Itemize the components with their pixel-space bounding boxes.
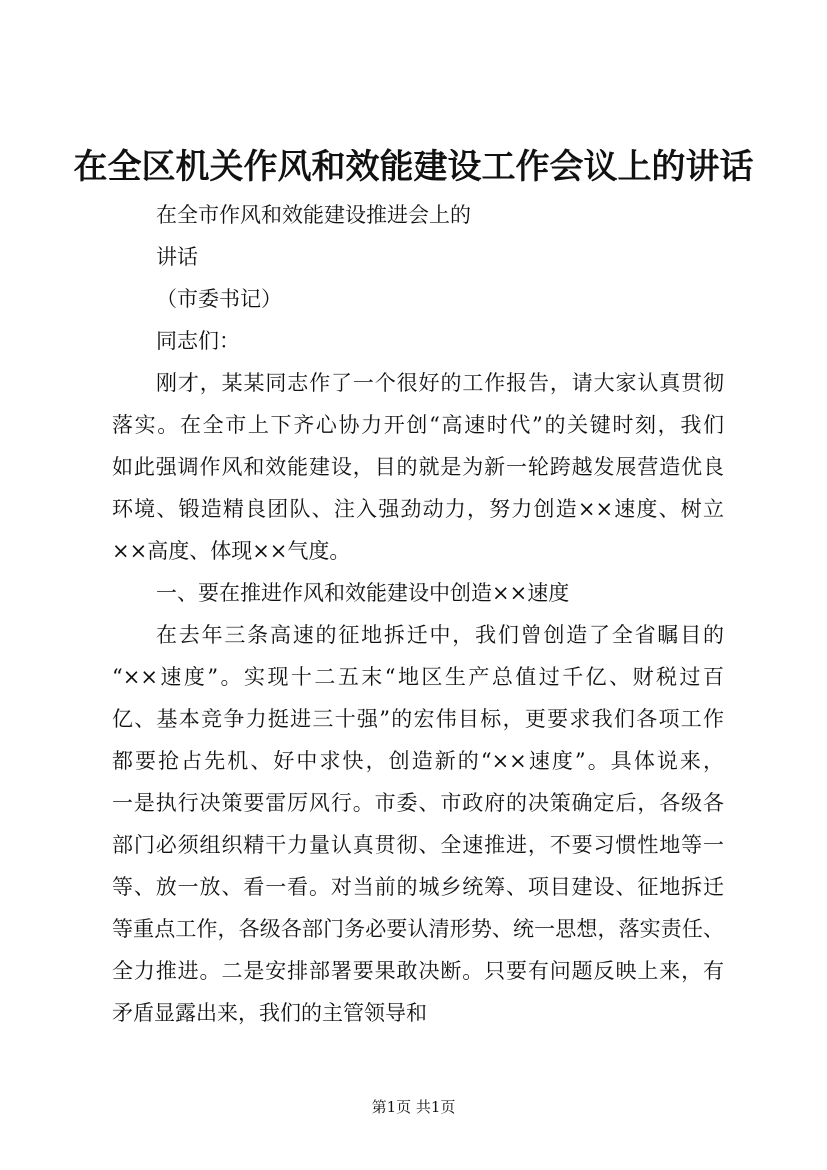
paragraph-line: 亿、基本竞争力挺进三十强”的宏伟目标，更要求我们各项工作 xyxy=(112,707,724,731)
paragraph-line: 部门必须组织精干力量认真贯彻、全速推进，不要习惯性地等一 xyxy=(112,833,724,857)
paragraph-line: 一是执行决策要雷厉风行。市委、市政府的决策确定后，各级各 xyxy=(112,791,724,815)
paragraph-line: ××高度、体现××气度。 xyxy=(112,539,351,563)
page-number-footer: 第1页 共1页 xyxy=(371,1098,456,1116)
paragraph-line: 等、放一放、看一看。对当前的城乡统筹、项目建设、征地拆迁 xyxy=(112,875,724,899)
paragraph-line: 刚才，某某同志作了一个很好的工作报告，请大家认真贯彻 xyxy=(156,371,724,395)
paragraph-line: 都要抢占先机、好中求快，创造新的“××速度”。具体说来， xyxy=(112,749,724,773)
paragraph-line: 如此强调作风和效能建设，目的就是为新一轮跨越发展营造优良 xyxy=(112,455,724,479)
paragraph-line: 在去年三条高速的征地拆迁中，我们曾创造了全省瞩目的 xyxy=(156,623,724,647)
speaker-line: （市委书记） xyxy=(156,287,282,311)
paragraph-line: 矛盾显露出来，我们的主管领导和 xyxy=(112,1001,427,1025)
salutation-line: 同志们： xyxy=(156,329,240,353)
paragraph-line: “××速度”。实现十二五末“地区生产总值过千亿、财税过百 xyxy=(112,665,724,689)
subtitle-line-1: 在全市作风和效能建设推进会上的 xyxy=(156,203,471,227)
section-heading: 一、要在推进作风和效能建设中创造××速度 xyxy=(156,581,570,605)
paragraph-line: 环境、锻造精良团队、注入强劲动力，努力创造××速度、树立 xyxy=(112,497,724,521)
subtitle-line-2: 讲话 xyxy=(156,245,198,269)
paragraph-line: 全力推进。二是安排部署要果敢决断。只要有问题反映上来，有 xyxy=(112,959,724,983)
paragraph-line: 落实。在全市上下齐心协力开创“高速时代”的关键时刻，我们 xyxy=(112,413,724,437)
document-title: 在全区机关作风和效能建设工作会议上的讲话 xyxy=(73,147,754,187)
paragraph-line: 等重点工作，各级各部门务必要认清形势、统一思想，落实责任、 xyxy=(112,917,724,941)
